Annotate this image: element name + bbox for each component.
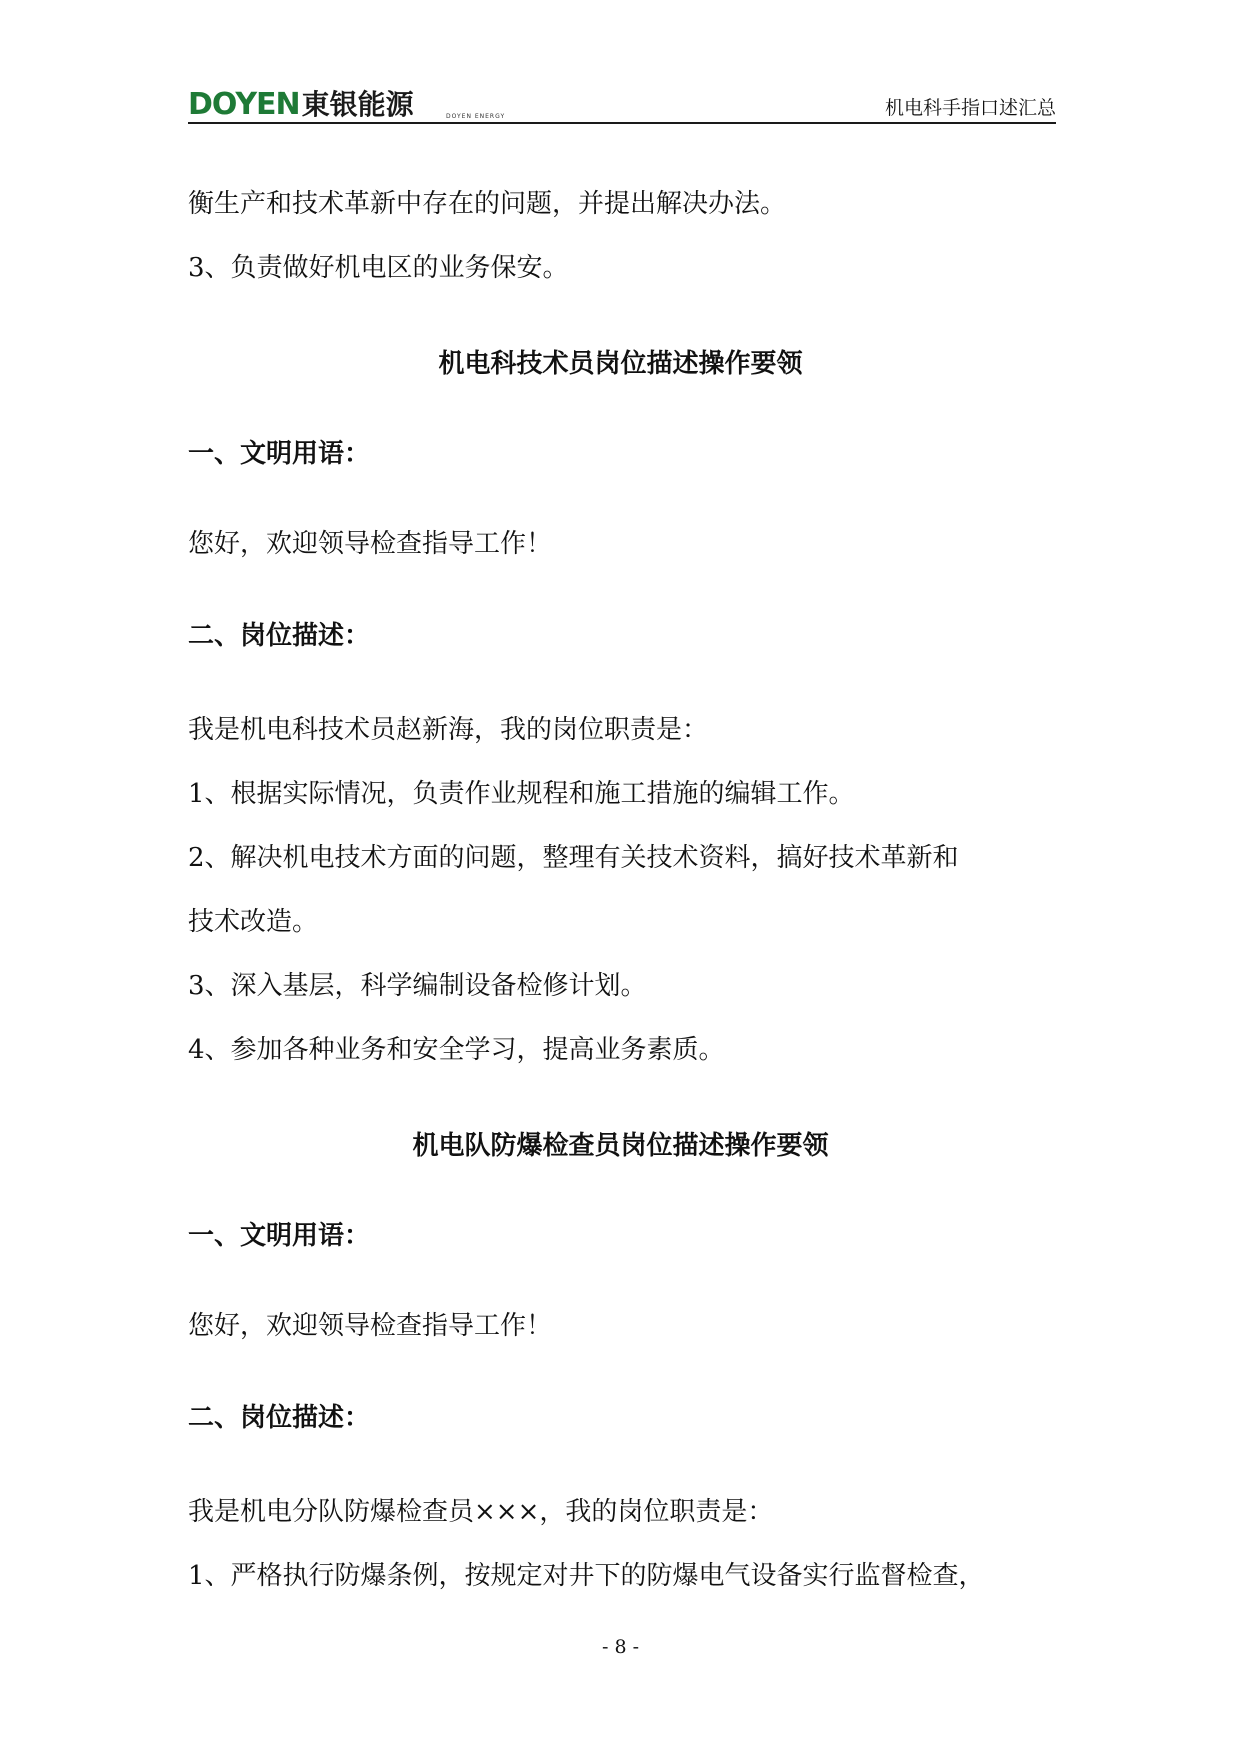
body-line: 我是机电分队防爆检查员×××，我的岗位职责是：: [188, 1497, 774, 1527]
section-title: 机电队防爆检查员岗位描述操作要领: [412, 1131, 829, 1161]
company-logo: [188, 88, 414, 120]
subsection-heading: 二、岗位描述：: [188, 621, 371, 651]
subsection-heading: 一、文明用语：: [188, 439, 371, 469]
body-line: 您好，欢迎领导检查指导工作！: [188, 1311, 553, 1341]
logo-cjk-text: 東银能源: [301, 88, 414, 121]
list-item: 2、解决机电技术方面的问题，整理有关技术资料，搞好技术革新和: [188, 843, 959, 873]
list-item-continuation: 技术改造。: [188, 907, 319, 937]
list-item: 1、严格执行防爆条例，按规定对井下的防爆电气设备实行监督检查，: [188, 1561, 985, 1591]
section-title: 机电科技术员岗位描述操作要领: [438, 349, 803, 379]
subsection-heading: 二、岗位描述：: [188, 1403, 371, 1433]
header-title: 机电科手指口述汇总: [884, 97, 1056, 119]
list-item: 3、深入基层，科学编制设备检修计划。: [188, 971, 647, 1001]
list-item: 4、参加各种业务和安全学习，提高业务素质。: [188, 1035, 725, 1065]
body-line: 我是机电科技术员赵新海，我的岗位职责是：: [188, 715, 709, 745]
body-line: 衡生产和技术革新中存在的问题，并提出解决办法。: [188, 189, 787, 219]
subsection-heading: 一、文明用语：: [188, 1221, 371, 1251]
body-line: 您好，欢迎领导检查指导工作！: [188, 529, 553, 559]
list-item: 1、根据实际情况，负责作业规程和施工措施的编辑工作。: [188, 779, 855, 809]
page-header: [188, 88, 1056, 124]
body-line: 3、负责做好机电区的业务保安。: [188, 253, 569, 283]
logo-subtitle: DOYEN ENERGY: [446, 113, 506, 120]
page-number: - 8 -: [601, 1636, 639, 1658]
logo-latin-text: DOYEN: [188, 87, 300, 122]
